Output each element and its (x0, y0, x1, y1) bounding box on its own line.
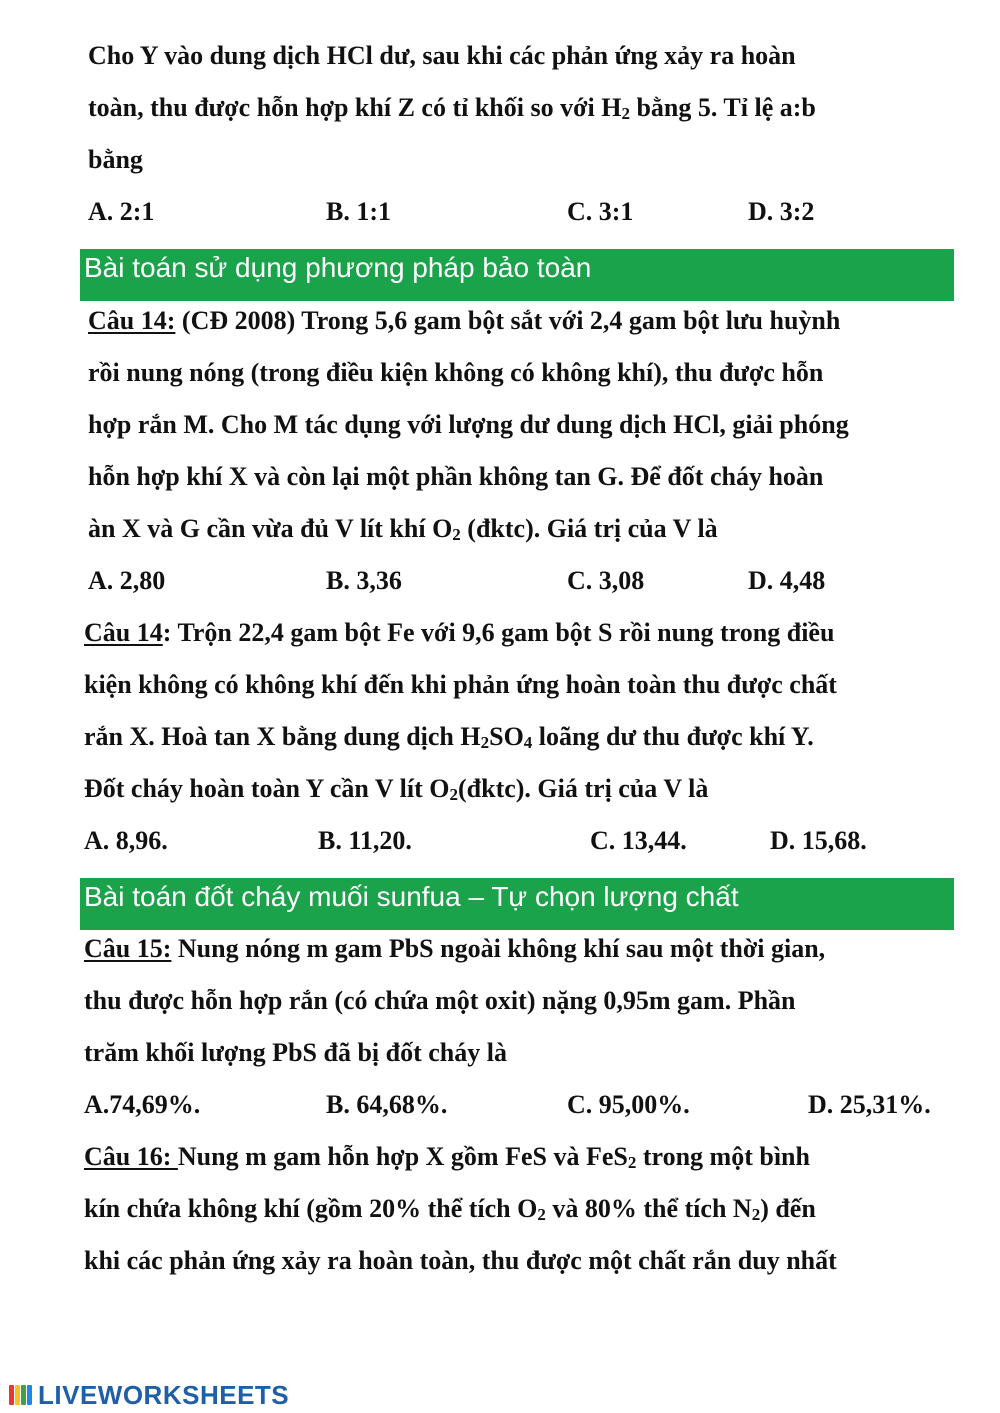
q14a-option-d[interactable]: D. 4,48 (748, 566, 826, 595)
q14b-option-a[interactable]: A. 8,96. (84, 826, 168, 855)
q15-line-3: trăm khối lượng PbS đã bị đốt cháy là (84, 1038, 507, 1067)
q13-option-c[interactable]: C. 3:1 (567, 197, 634, 226)
q13-option-d[interactable]: D. 3:2 (748, 197, 815, 226)
q13-line-1: Cho Y vào dung dịch HCl dư, sau khi các phản ứng xảy ra hoàn (88, 41, 796, 70)
section-banner-conservation: Bài toán sử dụng phương pháp bảo toàn (80, 249, 954, 301)
q15-label: Câu 15: (84, 934, 172, 963)
q16-label: Câu 16: (84, 1142, 178, 1171)
liveworksheets-logo[interactable] (8, 1380, 289, 1410)
q14b-line-1: Câu 14: Trộn 22,4 gam bột Fe với 9,6 gam bột S rồi nung trong điều (84, 618, 835, 647)
q14b-option-b[interactable]: B. 11,20. (318, 826, 412, 855)
q14a-line-2: rồi nung nóng (trong điều kiện không có không khí), thu được hỗn (88, 358, 824, 387)
q15-line-1: Câu 15: Nung nóng m gam PbS ngoài không khí sau một thời gian, (84, 934, 826, 963)
q14a-line-1: Câu 14: (CĐ 2008) Trong 5,6 gam bột sắt với 2,4 gam bột lưu huỳnh (88, 306, 841, 335)
q14a-option-a[interactable]: A. 2,80 (88, 566, 166, 595)
section-banner-sulfide-combustion: Bài toán đốt cháy muối sunfua – Tự chọn lượng chất (80, 878, 954, 930)
q15-line-2: thu được hỗn hợp rắn (có chứa một oxit) nặng 0,95m gam. Phần (84, 986, 796, 1015)
q16-line-2: kín chứa không khí (gồm 20% thể tích $O_2$ và 80% thể tích $N_2$) đến (84, 1194, 816, 1224)
q14a-line-3: hợp rắn M. Cho M tác dụng với lượng dư dung dịch HCl, giải phóng (88, 410, 849, 439)
q16-line-3: khi các phản ứng xảy ra hoàn toàn, thu được một chất rắn duy nhất (84, 1246, 837, 1275)
q13-line-3: bằng (88, 145, 143, 174)
liveworksheets-brand: LIVEWORKSHEETS (38, 1379, 290, 1410)
q14a-option-b[interactable]: B. 3,36 (326, 566, 402, 595)
q14b-line-2: kiện không có không khí đến khi phản ứng hoàn toàn thu được chất (84, 670, 837, 699)
q13-line-2: toàn, thu được hỗn hợp khí Z có tỉ khối so với $H_2$ bằng 5. Tỉ lệ a:b (88, 93, 816, 123)
q13-option-a[interactable]: A. 2:1 (88, 197, 155, 226)
q14a-label: Câu 14: (88, 306, 176, 335)
q14a-line-4: hỗn hợp khí X và còn lại một phần không tan G. Để đốt cháy hoàn (88, 462, 824, 491)
q14b-option-d[interactable]: D. 15,68. (770, 826, 867, 855)
q14a-line-5: àn X và G cần vừa đủ V lít khí $O_2$ (đktc). Giá trị của V là (88, 514, 718, 544)
q14a-option-c[interactable]: C. 3,08 (567, 566, 645, 595)
liveworksheets-logo-icon (8, 1382, 34, 1408)
q14b-line-3: rắn X. Hoà tan X bằng dung dịch $H_2SO_4$ loãng dư thu được khí Y. (84, 722, 814, 752)
q15-option-a[interactable]: A.74,69%. (84, 1090, 201, 1119)
q15-option-c[interactable]: C. 95,00%. (567, 1090, 690, 1119)
q15-option-d[interactable]: D. 25,31%. (808, 1090, 931, 1119)
q14b-label: Câu 14 (84, 618, 163, 647)
q13-option-b[interactable]: B. 1:1 (326, 197, 391, 226)
q14b-option-c[interactable]: C. 13,44. (590, 826, 687, 855)
q16-line-1: Câu 16: Nung m gam hỗn hợp X gồm FeS và FeS$_2$ trong một bình (84, 1142, 810, 1172)
q14b-line-4: Đốt cháy hoàn toàn Y cần V lít $O_2(đktc)$. Giá trị của V là (84, 774, 709, 804)
q15-option-b[interactable]: B. 64,68%. (326, 1090, 448, 1119)
